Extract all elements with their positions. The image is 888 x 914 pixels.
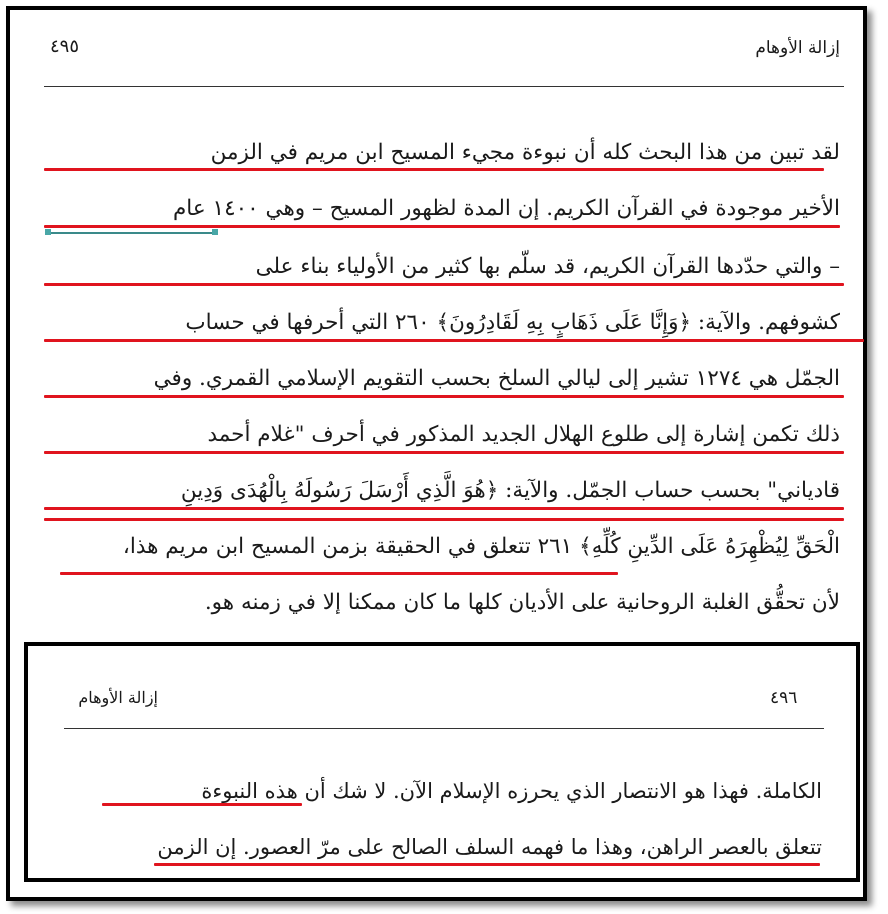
text-line: لقد تبين من هذا البحث كله أن نبوءة مجيء المسيح ابن مريم في الزمن	[210, 140, 840, 165]
highlight-underline	[44, 283, 844, 286]
selection-line	[46, 232, 216, 234]
highlight-underline	[44, 339, 864, 342]
highlight-underline	[44, 507, 844, 510]
highlight-underline	[44, 518, 844, 521]
text-line: – والتي حدّدها القرآن الكريم، قد سلّم بها كثير من الأولياء بناء على	[255, 254, 840, 279]
selection-handle	[45, 229, 51, 235]
highlight-underline	[44, 451, 844, 454]
header-rule-2	[64, 728, 824, 729]
text-line: الْحَقِّ لِيُظْهِرَهُ عَلَى الدِّينِ كُلِّهِ﴾ ٢٦١ تتعلق في الحقيقة بزمن المسيح ابن مريم هذا،	[122, 534, 840, 559]
highlight-underline	[60, 572, 618, 575]
selection-handle	[212, 229, 218, 235]
text-line: تتعلق بالعصر الراهن، وهذا ما فهمه السلف الصالح على مرّ العصور. إن الزمن	[157, 835, 822, 859]
page-header-title: إزالة الأوهام	[755, 38, 840, 58]
highlight-underline	[154, 863, 820, 866]
text-line: قادياني" بحسب حساب الجمّل. والآية: ﴿هُوَ الَّذِي أَرْسَلَ رَسُولَهُ بِالْهُدَى وَدِينِ	[180, 478, 840, 503]
highlight-underline	[44, 395, 844, 398]
text-line: كشوفهم. والآية: ﴿وَإِنَّا عَلَى ذَهَابٍ بِهِ لَقَادِرُونَ﴾ ٢٦٠ التي أحرفها في حساب	[185, 310, 840, 335]
highlight-underline	[44, 225, 234, 228]
text-line: لأن تحقُّق الغلبة الروحانية على الأديان كلها ما كان ممكنا إلا في زمنه هو.	[204, 590, 840, 615]
text-line: ذلك تكمن إشارة إلى طلوع الهلال الجديد المذكور في أحرف "غلام أحمد	[207, 422, 840, 447]
page-header-title-2: إزالة الأوهام	[78, 688, 158, 707]
text-line: الأخير موجودة في القرآن الكريم. إن المدة لظهور المسيح – وهي ١٤٠٠ عام	[172, 196, 840, 221]
highlight-underline	[232, 225, 840, 228]
page-number: ٤٩٥	[50, 36, 80, 57]
text-line: الجمّل هي ١٢٧٤ تشير إلى ليالي السلخ بحسب التقويم الإسلامي القمري. وفي	[153, 366, 840, 391]
text-line: الكاملة. فهذا هو الانتصار الذي يحرزه الإسلام الآن. لا شك أن هذه النبوءة	[201, 779, 822, 803]
highlight-underline	[44, 168, 824, 171]
page-number-2: ٤٩٦	[770, 688, 798, 708]
header-rule	[44, 86, 844, 87]
highlight-underline	[102, 803, 302, 806]
